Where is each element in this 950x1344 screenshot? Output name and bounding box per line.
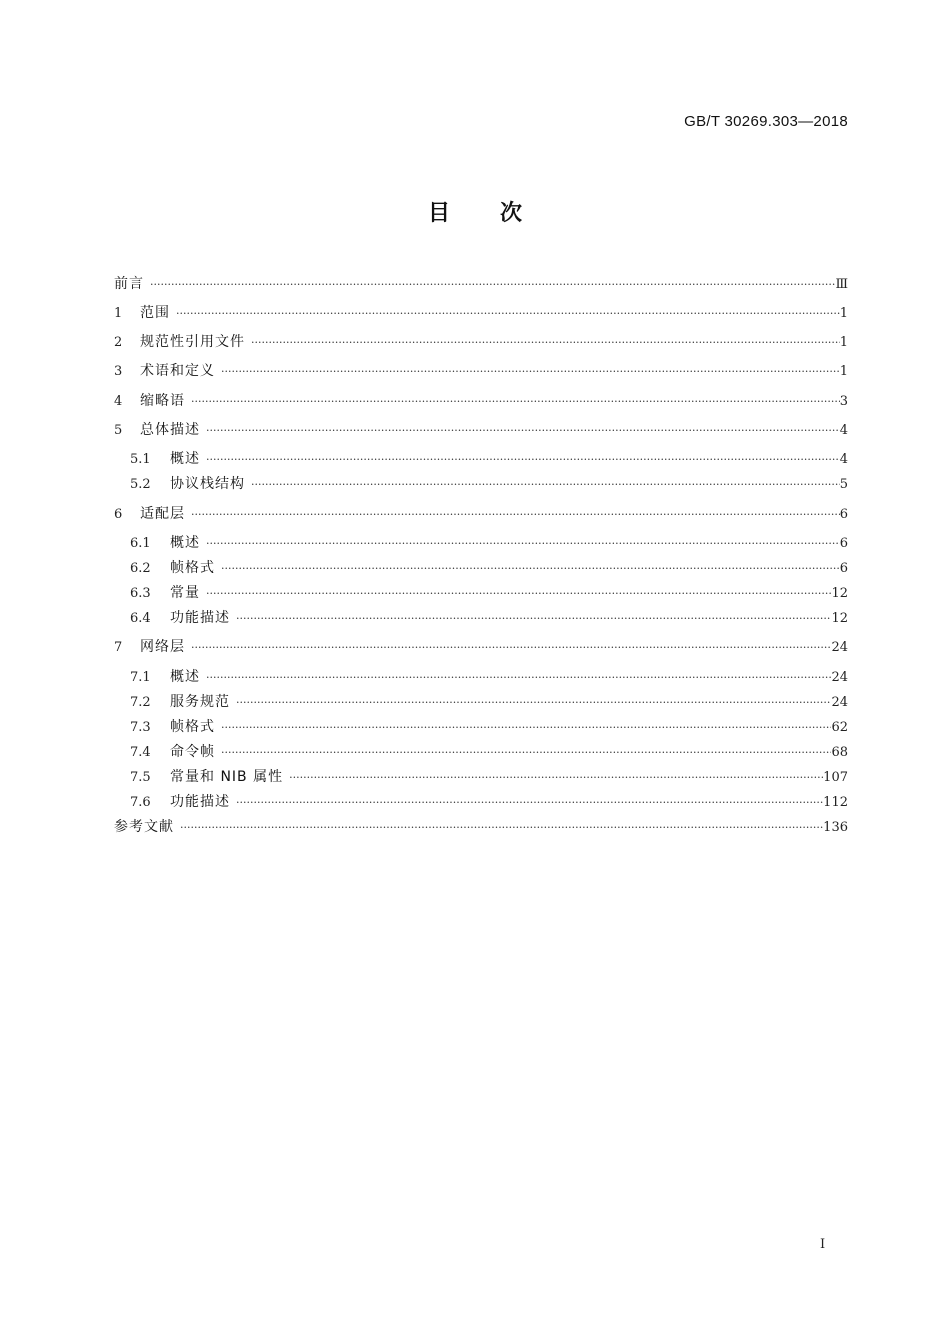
toc-entry-number: 4 (114, 394, 123, 409)
toc-entry-7-2[interactable] (130, 692, 848, 713)
page-number: I (820, 1237, 826, 1252)
toc-entry-page: 107 (823, 770, 848, 785)
toc-entry-6-1[interactable] (130, 533, 848, 554)
toc-entry-title: 服务规范 (170, 694, 230, 710)
toc-entry-number: 5 (114, 423, 123, 438)
toc-entry-7-5[interactable] (130, 767, 848, 788)
toc-leader-dots (221, 559, 840, 579)
toc-entry-page: 1 (839, 306, 848, 321)
toc-entry-title: 协议栈结构 (170, 476, 245, 492)
toc-leader-dots (221, 362, 840, 382)
toc-leader-dots (150, 275, 835, 295)
toc-entry-number: 7.1 (130, 670, 151, 685)
toc-entry-7-4[interactable] (130, 742, 848, 763)
toc-entry-1[interactable] (114, 303, 848, 324)
toc-entry-foreword[interactable] (114, 274, 848, 295)
toc-entry-title: 规范性引用文件 (140, 334, 245, 350)
toc-entry-number: 7.3 (130, 720, 151, 735)
toc-entry-number: 6.4 (130, 611, 151, 626)
toc-entry-title: 范围 (140, 305, 170, 321)
toc-entry-title: 功能描述 (170, 610, 230, 626)
toc-entry-7-1[interactable] (130, 667, 848, 688)
toc-entry-page: 6 (839, 507, 848, 522)
toc-leader-dots (251, 333, 840, 353)
toc-entry-number: 6 (114, 507, 123, 522)
toc-entry-page: 62 (831, 720, 848, 735)
toc-entry-title: 网络层 (140, 639, 185, 655)
toc-entry-number: 7.5 (130, 770, 151, 785)
toc-entry-title: 缩略语 (140, 393, 185, 409)
toc-entry-page: 24 (831, 640, 848, 655)
toc-entry-page: 24 (831, 695, 848, 710)
toc-entry-page: 6 (839, 536, 848, 551)
toc-entry-number: 6.2 (130, 561, 151, 576)
toc-entry-6[interactable] (114, 504, 848, 525)
toc-entry-number: 7 (114, 640, 123, 655)
toc-leader-dots (206, 668, 831, 688)
toc-entry-title: 术语和定义 (140, 363, 215, 379)
toc-entry-number: 1 (114, 306, 123, 321)
toc-leader-dots (176, 304, 840, 324)
toc-entry-page: 136 (823, 820, 848, 835)
toc-leader-dots (236, 693, 831, 713)
toc-entry-title: 帧格式 (170, 719, 215, 735)
toc-leader-dots (191, 392, 840, 412)
toc-entry-number: 6.3 (130, 586, 151, 601)
toc-leader-dots (206, 450, 840, 470)
toc-entry-page: 68 (831, 745, 848, 760)
toc-leader-dots (221, 718, 831, 738)
toc-entry-2[interactable] (114, 332, 848, 353)
toc-entry-number: 6.1 (130, 536, 151, 551)
toc-entry-page: 1 (839, 335, 848, 350)
toc-entry-number: 7.2 (130, 695, 151, 710)
toc-entry-7-6[interactable] (130, 792, 848, 813)
toc-entry-page: 6 (839, 561, 848, 576)
toc-entry-title: 帧格式 (170, 560, 215, 576)
toc-entry-3[interactable] (114, 361, 848, 382)
toc-entry-title: 概述 (170, 535, 200, 551)
toc-leader-dots (221, 743, 831, 763)
toc-entry-page: 12 (831, 586, 848, 601)
toc-entry-7[interactable] (114, 637, 848, 658)
toc-entry-page: Ⅲ (835, 277, 848, 292)
toc-entry-5-2[interactable] (130, 474, 848, 495)
toc-entry-6-3[interactable] (130, 583, 848, 604)
toc-entry-4[interactable] (114, 391, 848, 412)
toc-entry-page: 112 (823, 795, 848, 810)
toc-entry-page: 1 (839, 364, 848, 379)
toc-leader-dots (206, 534, 840, 554)
toc-entry-7-3[interactable] (130, 717, 848, 738)
toc-leader-dots (191, 638, 831, 658)
toc-leader-dots (180, 818, 823, 838)
toc-entry-number: 2 (114, 335, 123, 350)
toc-entry-page: 4 (839, 452, 848, 467)
toc-entry-number: 7.4 (130, 745, 151, 760)
toc-entry-page: 3 (839, 394, 848, 409)
toc-leader-dots (236, 609, 831, 629)
toc-entry-page: 24 (831, 670, 848, 685)
page-title: 目次 (427, 201, 572, 226)
toc-entry-number: 7.6 (130, 795, 151, 810)
toc-leader-dots (289, 768, 823, 788)
toc-entry-title: 常量 (170, 585, 200, 601)
toc-entry-6-4[interactable] (130, 608, 848, 629)
toc-entry-number: 3 (114, 364, 123, 379)
toc-entry-6-2[interactable] (130, 558, 848, 579)
toc-entry-title: 常量和 NIB 属性 (170, 769, 284, 785)
toc-entry-page: 5 (839, 477, 848, 492)
toc-entry-title: 命令帧 (170, 744, 215, 760)
toc-entry-number: 5.2 (130, 477, 151, 492)
toc-entry-title: 前言 (114, 276, 144, 292)
toc-entry-page: 4 (839, 423, 848, 438)
toc-entry-page: 12 (831, 611, 848, 626)
toc-entry-title: 概述 (170, 669, 200, 685)
toc-leader-dots (191, 505, 840, 525)
toc-entry-number: 5.1 (130, 452, 151, 467)
toc-leader-dots (236, 793, 823, 813)
toc-entry-title: 参考文献 (114, 819, 174, 835)
toc-entry-title: 适配层 (140, 506, 185, 522)
toc-entry-bibliography[interactable] (114, 817, 848, 838)
toc-leader-dots (206, 421, 840, 441)
toc-leader-dots (251, 475, 840, 495)
toc-leader-dots (206, 584, 831, 604)
toc-entry-5-1[interactable] (130, 449, 848, 470)
toc-entry-5[interactable] (114, 420, 848, 441)
standard-code: GB/T 30269.303—2018 (684, 113, 848, 130)
toc-entry-title: 概述 (170, 451, 200, 467)
toc-entry-title: 总体描述 (140, 422, 200, 438)
toc-entry-title: 功能描述 (170, 794, 230, 810)
